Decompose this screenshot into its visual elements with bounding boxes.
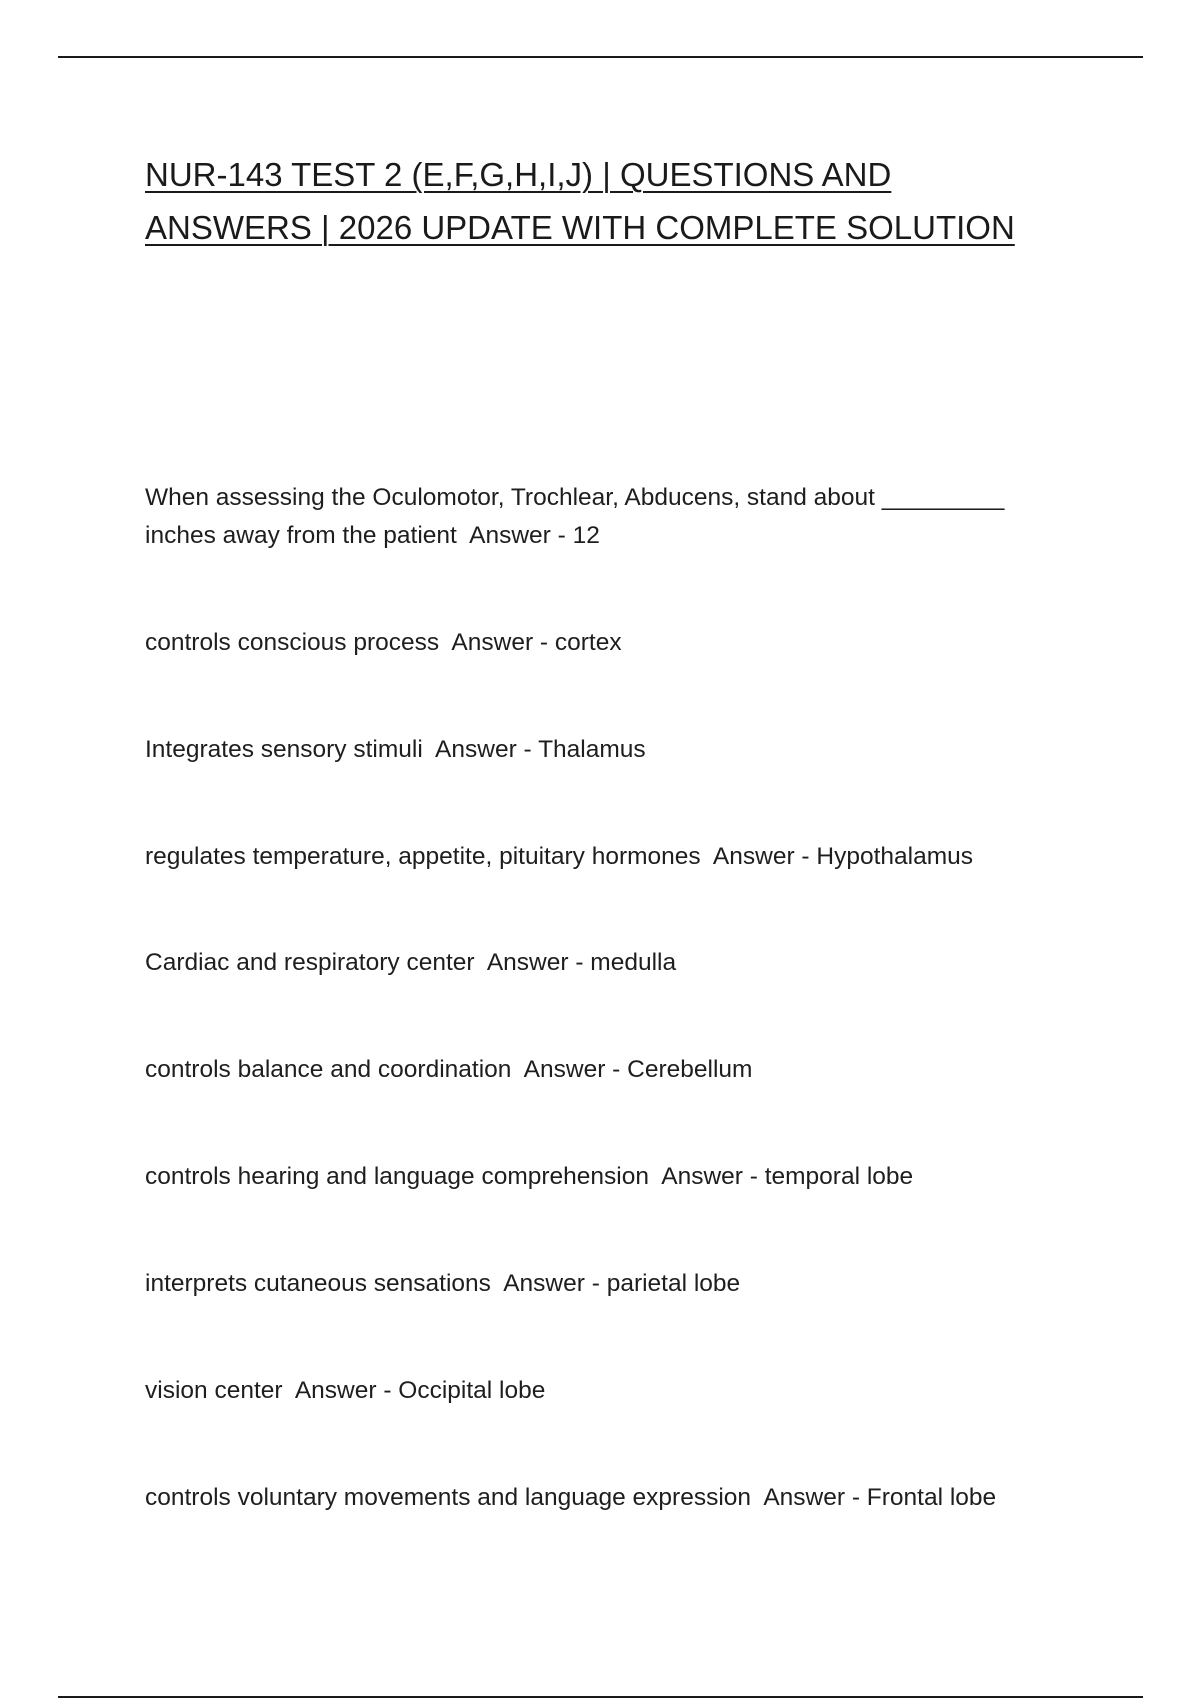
answer-text: Cerebellum	[627, 1056, 753, 1083]
question-text: interprets cutaneous sensations	[145, 1270, 491, 1297]
answer-label: Answer -	[435, 736, 532, 763]
answer-label: Answer -	[486, 949, 584, 976]
question-text: controls hearing and language comprehension	[145, 1163, 649, 1190]
qa-item	[145, 944, 1075, 982]
answer-label: Answer -	[712, 843, 810, 870]
qa-item	[145, 1372, 1075, 1410]
answer-text: Frontal lobe	[866, 1484, 997, 1511]
answer-label: Answer -	[763, 1484, 860, 1511]
question-text: controls conscious process	[145, 629, 440, 656]
qa-item	[145, 1479, 1075, 1517]
document-title	[145, 148, 1065, 254]
answer-label: Answer -	[503, 1270, 600, 1297]
question-text: vision center	[145, 1377, 283, 1404]
answer-text: medulla	[590, 949, 677, 976]
answer-text: 12	[572, 522, 600, 549]
question-text: inches away from the patient	[145, 522, 457, 549]
question-text: controls balance and coordination	[145, 1056, 512, 1083]
question-text: regulates temperature, appetite, pituitary hormones	[145, 843, 701, 870]
answer-text: Thalamus	[538, 736, 646, 763]
qa-item	[145, 731, 1075, 769]
bottom-divider	[58, 1696, 1143, 1698]
answer-label: Answer -	[523, 1056, 621, 1083]
question-text: Cardiac and respiratory center	[145, 949, 475, 976]
title-line-1: NUR-143 TEST 2 (E,F,G,H,I,J) | QUESTIONS AND	[145, 156, 892, 193]
qa-item	[145, 1265, 1075, 1303]
title-line-2: ANSWERS | 2026 UPDATE WITH COMPLETE SOLUTION	[145, 209, 1015, 246]
answer-label: Answer -	[469, 522, 566, 549]
answer-text: Occipital lobe	[398, 1377, 546, 1404]
qa-item	[145, 1051, 1075, 1089]
qa-item	[145, 624, 1075, 662]
qa-item	[145, 479, 1075, 555]
question-text: controls voluntary movements and language expression	[145, 1484, 752, 1511]
answer-label: Answer -	[294, 1377, 392, 1404]
answer-label: Answer -	[451, 629, 549, 656]
answer-label: Answer -	[661, 1163, 758, 1190]
qa-item	[145, 1158, 1075, 1196]
answer-text: parietal lobe	[606, 1270, 741, 1297]
question-text: Integrates sensory stimuli	[145, 736, 423, 763]
top-divider	[58, 56, 1143, 58]
answer-text: Hypothalamus	[816, 843, 973, 870]
qa-item	[145, 838, 1075, 876]
question-text: When assessing the Oculomotor, Trochlear, Abducens, stand about _________	[145, 484, 1005, 511]
answer-text: cortex	[554, 629, 622, 656]
answer-text: temporal lobe	[764, 1163, 914, 1190]
